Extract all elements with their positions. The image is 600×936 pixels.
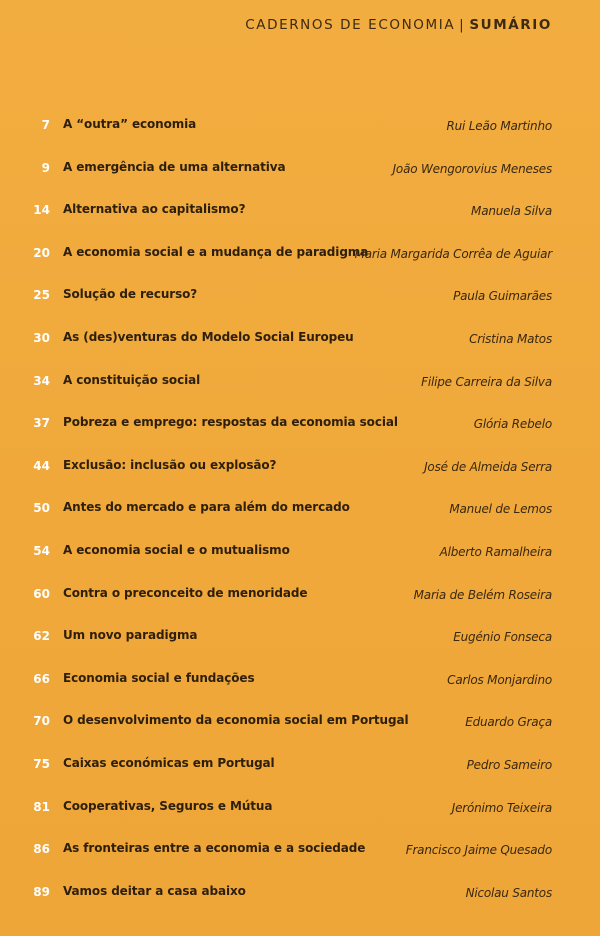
toc-author: Eduardo Graça [465,715,552,730]
toc-title: Economia social e fundações [63,670,255,685]
toc-title: As fronteiras entre a economia e a sociedade [63,841,366,856]
toc-page-number: 25 [33,288,50,303]
toc-author: Francisco Jaime Quesado [405,843,552,858]
toc-entry[interactable] [0,276,600,319]
toc-entry[interactable] [0,575,600,618]
toc-title: Caixas económicas em Portugal [63,755,275,770]
toc-title: Cooperativas, Seguros e Mútua [63,798,273,813]
toc-author: Filipe Carreira da Silva [421,374,552,389]
toc-author: Maria de Belém Roseira [413,587,552,602]
toc-entry[interactable] [0,362,600,405]
toc-page-number: 81 [33,799,50,814]
toc-entry[interactable] [0,319,600,362]
toc-page-number: 34 [33,373,50,388]
toc-page-number: 44 [33,458,50,473]
toc-title: A economia social e o mutualismo [63,542,290,557]
toc-entry[interactable] [0,788,600,831]
toc-page-number: 37 [33,416,50,431]
page-header [245,17,552,33]
toc-title: Exclusão: inclusão ou explosão? [63,457,277,472]
header-separator: | [459,17,466,33]
toc-title: Contra o preconceito de menoridade [63,585,308,600]
toc-page-number: 20 [33,245,50,260]
toc-title: A economia social e a mudança de paradigma [63,244,369,259]
toc-page-number: 89 [33,884,50,899]
toc-page-number: 75 [33,756,50,771]
toc-page-number: 86 [33,842,50,857]
toc-title: O desenvolvimento da economia social em Portugal [63,713,409,728]
toc-entry[interactable] [0,447,600,490]
toc-author: Eugénio Fonseca [453,630,552,645]
toc-page-number: 62 [33,629,50,644]
toc-author: Glória Rebelo [473,417,552,432]
toc-title: A emergência de uma alternativa [63,159,286,174]
toc-entry[interactable] [0,660,600,703]
toc-page-number: 14 [33,203,50,218]
toc-entry[interactable] [0,702,600,745]
toc-author: Paula Guimarães [453,289,552,304]
toc-title: Alternativa ao capitalismo? [63,202,246,217]
toc-author: Pedro Sameiro [466,757,552,772]
toc-page-number: 60 [33,586,50,601]
toc-entry[interactable] [0,234,600,277]
toc-title: Pobreza e emprego: respostas da economia social [63,415,398,430]
publication-name: CADERNOS DE ECONOMIA [245,17,456,33]
toc-author: Carlos Monjardino [447,672,552,687]
toc-entry[interactable] [0,191,600,234]
toc-page-number: 30 [33,330,50,345]
section-title: SUMÁRIO [469,17,552,33]
toc-title: Antes do mercado e para além do mercado [63,500,350,515]
toc-author: Manuela Silva [471,204,552,219]
toc-author: Manuel de Lemos [449,502,552,517]
table-of-contents [0,106,600,915]
toc-entry[interactable] [0,745,600,788]
toc-entry[interactable] [0,873,600,916]
toc-title: Um novo paradigma [63,628,198,643]
toc-entry[interactable] [0,830,600,873]
toc-title: Vamos deitar a casa abaixo [63,883,246,898]
toc-entry[interactable] [0,404,600,447]
toc-page-number: 54 [33,543,50,558]
toc-entry[interactable] [0,489,600,532]
toc-title: Solução de recurso? [63,287,198,302]
toc-entry[interactable] [0,149,600,192]
toc-author: Jerónimo Teixeira [451,800,552,815]
toc-title: A constituição social [63,372,201,387]
toc-author: Cristina Matos [469,331,552,346]
toc-author: João Wengorovius Meneses [392,161,552,176]
toc-author: José de Almeida Serra [424,459,552,474]
toc-page-number: 70 [33,714,50,729]
toc-entry[interactable] [0,106,600,149]
toc-title: As (des)venturas do Modelo Social Europeu [63,329,354,344]
toc-page-number: 7 [41,118,50,132]
toc-author: Maria Margarida Corrêa de Aguiar [354,246,552,261]
toc-entry[interactable] [0,532,600,575]
toc-page-number: 50 [33,501,50,516]
toc-page-number: 9 [41,160,50,175]
toc-author: Rui Leão Martinho [446,119,552,133]
toc-author: Nicolau Santos [465,885,552,900]
toc-page-number: 66 [33,671,50,686]
toc-author: Alberto Ramalheira [439,544,552,559]
toc-entry[interactable] [0,617,600,660]
toc-title: A “outra” economia [63,117,197,131]
